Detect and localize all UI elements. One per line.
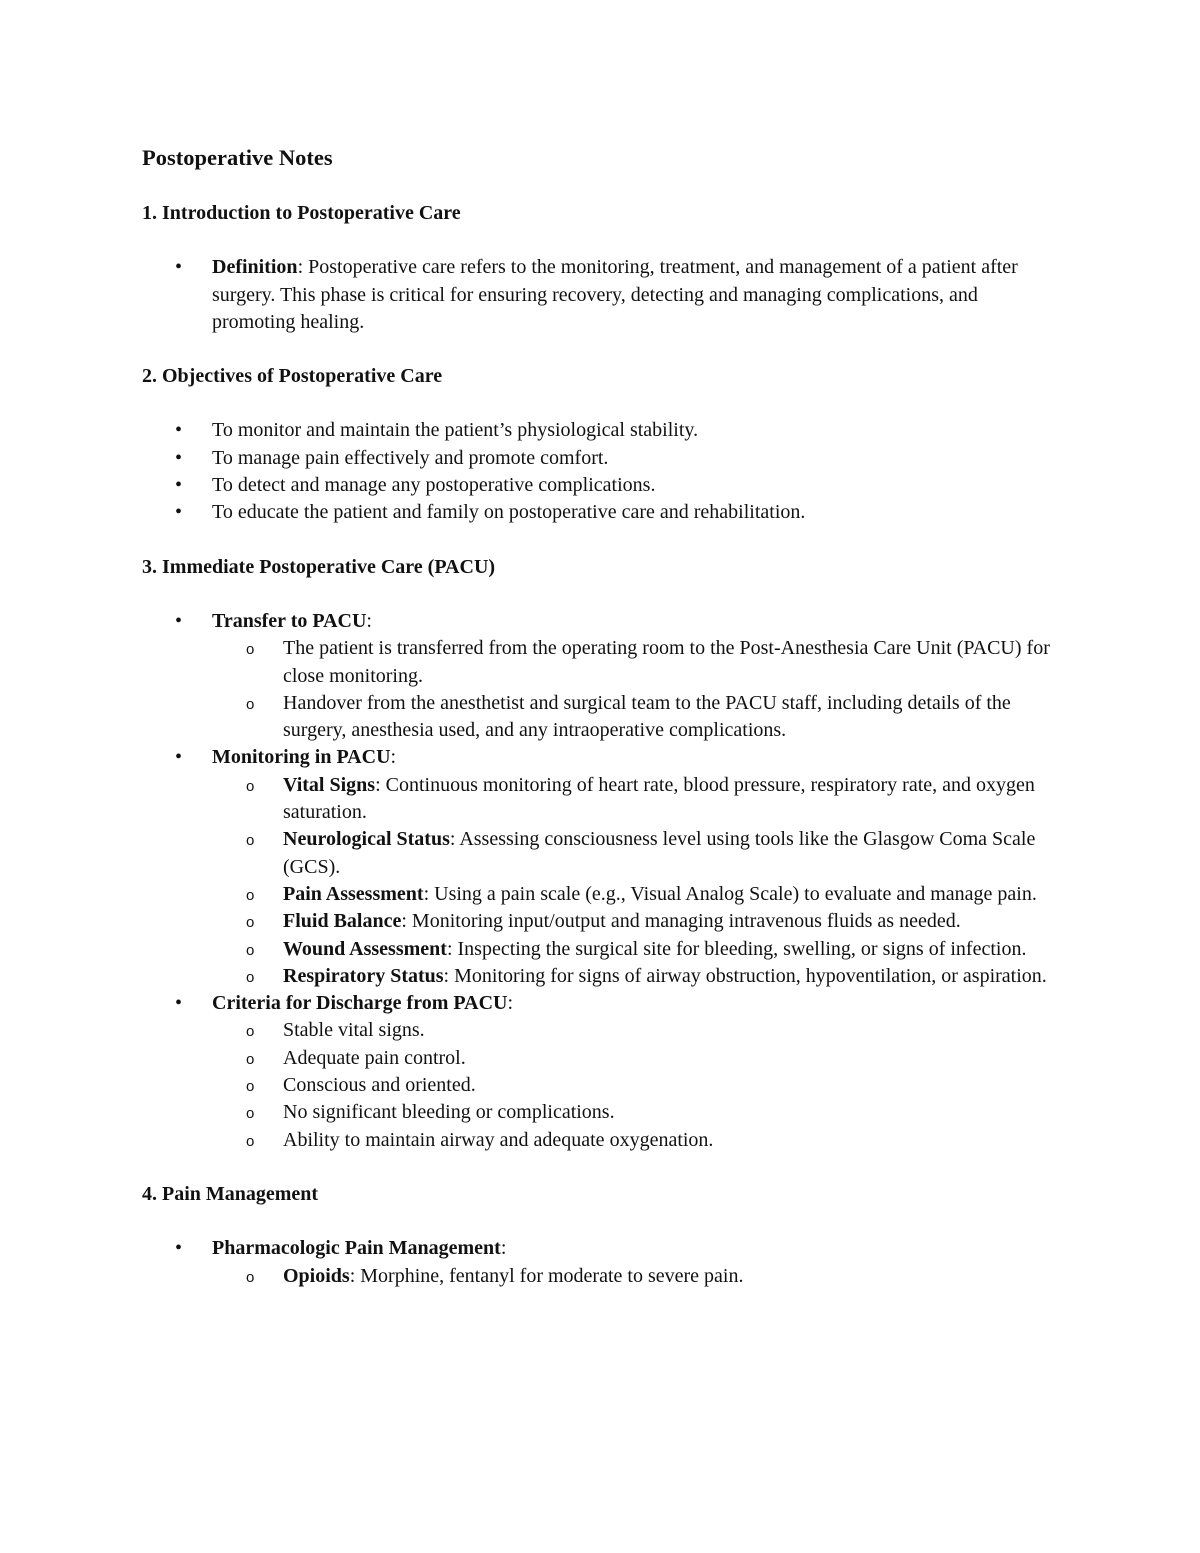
sub-label: Opioids	[283, 1264, 350, 1287]
section-list-objectives	[142, 417, 1062, 526]
page-title: Postoperative Notes	[142, 145, 333, 170]
sub-label: Pain Assessment	[283, 882, 424, 905]
sub-text: Continuous monitoring of heart rate, blood pressure, respiratory rate, and oxygen saturation.	[283, 773, 1035, 824]
sub-separator: :	[449, 828, 460, 851]
sublist-item-fluid-balance	[283, 908, 1062, 935]
item-label: Pharmacologic Pain Management	[212, 1237, 501, 1260]
section-heading-immediate-care: 3. Immediate Postoperative Care (PACU)	[142, 555, 496, 578]
sub-text: Inspecting the surgical site for bleeding, swelling, or signs of infection.	[457, 937, 1027, 960]
document-page	[142, 144, 1062, 1317]
item-text: Postoperative care refers to the monitoring, treatment, and management of a patient after surgery. This phase is critical for ensuring recovery, detecting and managing complications, and promoting healing.	[212, 256, 1018, 333]
sub-text: Monitoring input/output and managing intravenous fluids as needed.	[411, 910, 961, 933]
sublist-item: o No significant bleeding or complications.	[283, 1099, 1062, 1126]
sub-text: Morphine, fentanyl for moderate to severe pain.	[360, 1264, 744, 1287]
list-item-pharmacologic	[212, 1235, 1062, 1290]
list-item-transfer	[212, 608, 1062, 744]
list-item-definition	[212, 254, 1062, 336]
list-item: • To detect and manage any postoperative complications.	[212, 472, 1062, 499]
sub-label: Respiratory Status	[283, 964, 444, 987]
section-list-pain-management	[142, 1235, 1062, 1290]
sub-separator: :	[401, 910, 412, 933]
sub-label: Neurological Status	[283, 828, 450, 851]
item-label: Definition	[212, 256, 298, 279]
sublist-monitoring	[212, 772, 1062, 990]
section-list-immediate-care	[142, 608, 1062, 1154]
sublist-item-vital-signs	[283, 772, 1062, 827]
sub-separator: :	[423, 882, 435, 905]
sublist-item-respiratory-status	[283, 963, 1062, 990]
sublist-item-opioids	[283, 1263, 1062, 1290]
sublist-item: o Handover from the anesthetist and surgical team to the PACU staff, including details of the surgery, anesthesia used, and any intraoperative complications.	[283, 690, 1062, 745]
sub-label: Fluid Balance	[283, 910, 402, 933]
sub-label: Vital Signs	[283, 773, 376, 796]
sublist-item: o Ability to maintain airway and adequate oxygenation.	[283, 1127, 1062, 1154]
item-separator: :	[366, 609, 372, 632]
sublist-item: o Conscious and oriented.	[283, 1072, 1062, 1099]
list-item: • To educate the patient and family on postoperative care and rehabilitation.	[212, 499, 1062, 526]
item-separator: :	[507, 992, 514, 1015]
item-separator: :	[500, 1237, 507, 1260]
sublist-item: o The patient is transferred from the operating room to the Post-Anesthesia Care Unit (PACU) for close monitoring.	[283, 635, 1062, 690]
sub-text: Assessing consciousness level using tools like the Glasgow Coma Scale (GCS).	[283, 828, 1036, 878]
section-heading-introduction: 1. Introduction to Postoperative Care	[142, 202, 461, 224]
item-label: Criteria for Discharge from PACU	[212, 992, 508, 1015]
sublist-item-wound-assessment	[283, 936, 1062, 963]
sublist-transfer	[212, 635, 1062, 744]
section-heading-objectives: 2. Objectives of Postoperative Care	[142, 365, 443, 388]
sub-label: Wound Assessment	[283, 937, 447, 960]
item-label: Transfer to PACU	[212, 609, 367, 632]
list-item: • To manage pain effectively and promote comfort.	[212, 445, 1062, 472]
sublist-item: o Adequate pain control.	[283, 1045, 1062, 1072]
sub-text: Monitoring for signs of airway obstruction, hypoventilation, or aspiration.	[454, 964, 1047, 987]
sublist-item: o Stable vital signs.	[283, 1017, 1062, 1044]
list-item-monitoring	[212, 744, 1062, 990]
list-item: • To monitor and maintain the patient’s physiological stability.	[212, 417, 1062, 444]
sub-separator: :	[375, 773, 386, 796]
sub-separator: :	[349, 1264, 361, 1287]
sublist-item-pain-assessment	[283, 881, 1062, 908]
list-item-discharge-criteria	[212, 990, 1062, 1154]
sub-separator: :	[443, 964, 455, 987]
sub-text: Using a pain scale (e.g., Visual Analog Scale) to evaluate and manage pain.	[434, 882, 1037, 905]
sublist-pharmacologic	[212, 1263, 1062, 1290]
section-heading-pain-management: 4. Pain Management	[142, 1182, 319, 1205]
sublist-item-neurological-status	[283, 826, 1062, 881]
sub-separator: :	[446, 937, 458, 960]
item-label: Monitoring in PACU	[212, 746, 391, 769]
section-list-introduction	[142, 254, 1062, 336]
item-separator: :	[390, 746, 397, 769]
item-separator: :	[297, 256, 309, 279]
sublist-discharge	[212, 1017, 1062, 1153]
